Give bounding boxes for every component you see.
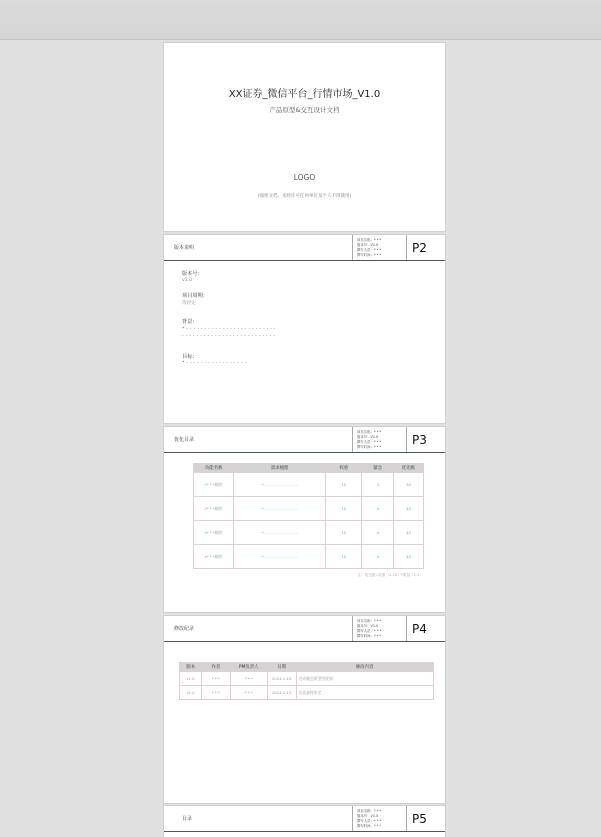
- table-cell: 2* * *模块: [194, 497, 234, 521]
- table-cell: * - - - - - - - - - - - - -: [233, 545, 326, 569]
- table-cell: 完成最终审定: [296, 686, 433, 700]
- goal-text-line: * - - - - - - - - - - - - - - - - -: [182, 361, 247, 366]
- meta-version: 版本号：V1.0: [357, 435, 379, 439]
- table-cell: * * *: [201, 672, 230, 686]
- table-cell: 2014.1.10: [267, 686, 296, 700]
- table-cell: v1.0: [180, 686, 202, 700]
- table-cell: * * *: [230, 672, 267, 686]
- table-cell: 10: [326, 545, 362, 569]
- cycle-label: 项目周期：: [182, 293, 208, 299]
- table-cell: 4: [362, 497, 394, 521]
- page-number: P5: [412, 812, 427, 826]
- page-header: [164, 616, 445, 642]
- column-header: 版本: [180, 663, 202, 672]
- page-header-title: 修改纪录: [174, 626, 195, 632]
- page-number: P3: [412, 433, 427, 447]
- table-cell: 40: [394, 497, 424, 521]
- table-cell: 4: [362, 521, 394, 545]
- priority-footnote: 注：优先级=权重（1-10）*紧急（1-5）: [357, 573, 423, 577]
- meta-date: 撰写时间：* * *: [357, 253, 382, 257]
- logo-placeholder: LOGO: [293, 173, 316, 182]
- page-header: [164, 806, 445, 832]
- table-cell: 2014.1.10: [267, 672, 296, 686]
- page-contents: [164, 806, 445, 837]
- table-cell: 40: [394, 545, 424, 569]
- table-cell: 10: [326, 497, 362, 521]
- optimization-table: [193, 463, 424, 569]
- page-header-meta: [352, 806, 407, 831]
- table-row: [180, 672, 434, 686]
- viewer-toolbar: [0, 0, 601, 40]
- table-cell: 完成概念原型图规划: [296, 672, 433, 686]
- table-cell: 4: [362, 545, 394, 569]
- table-cell: * * *: [201, 686, 230, 700]
- version-label: 版本号：: [182, 271, 203, 277]
- table-cell: * * *: [230, 686, 267, 700]
- column-header: PM负责人: [230, 663, 267, 672]
- version-value: v1.0: [182, 278, 193, 283]
- table-row: [180, 686, 434, 700]
- table-cell: * - - - - - - - - - - - - -: [233, 521, 326, 545]
- page-header: [164, 427, 445, 453]
- table-cell: * - - - - - - - - - - - - -: [233, 473, 326, 497]
- table-cell: 3: [362, 473, 394, 497]
- column-header: 需求梳理: [233, 464, 326, 473]
- meta-version: 版本号：V1.0: [357, 243, 379, 247]
- background-label: 背景：: [182, 319, 198, 325]
- meta-date: 撰写时间：* * *: [357, 445, 382, 449]
- meta-author: 撰写人员：* * *: [357, 248, 382, 252]
- page-number: P2: [412, 241, 427, 255]
- meta-project: 项目名称：* * *: [357, 238, 382, 242]
- column-header: 紧急: [362, 464, 394, 473]
- document-title: XX证券_微信平台_行情市场_V1.0: [228, 89, 381, 100]
- table-row: [194, 521, 424, 545]
- table-cell: * - - - - - - - - - - - - -: [233, 497, 326, 521]
- page-optimization-list: [164, 427, 445, 612]
- column-header: 权重: [326, 464, 362, 473]
- table-cell: v1.0: [180, 672, 202, 686]
- page-header-title: 优化目录: [174, 437, 195, 443]
- table-cell: 4* * *模块: [194, 545, 234, 569]
- page-header-meta: [352, 616, 407, 641]
- column-header: 功能名称: [194, 464, 234, 473]
- page-header: [164, 235, 445, 261]
- meta-date: 撰写时间：* * *: [357, 634, 382, 638]
- column-header: 作者: [201, 663, 230, 672]
- page-version-info: [164, 235, 445, 423]
- cycle-value: 待评定: [182, 301, 196, 306]
- column-header: 日期: [267, 663, 296, 672]
- page-header-title: 版本说明: [174, 245, 195, 251]
- table-cell: 30: [394, 473, 424, 497]
- page-header-meta: [352, 235, 407, 260]
- table-cell: 40: [394, 521, 424, 545]
- meta-project: 项目名称：* * *: [357, 619, 382, 623]
- meta-author: 撰写人员：* * *: [357, 440, 382, 444]
- meta-version: 版本号：V1.0: [357, 624, 379, 628]
- cover-page: [164, 43, 445, 231]
- meta-author: 撰写人员：* * *: [357, 819, 382, 823]
- page-change-log: [164, 616, 445, 803]
- table-header-row: [180, 663, 434, 672]
- table-cell: 1* * *模块: [194, 473, 234, 497]
- meta-project: 项目名称：* * *: [357, 809, 382, 813]
- change-log-table: [179, 662, 434, 700]
- meta-version: 版本号：V1.0: [357, 814, 379, 818]
- table-cell: 3* * *模块: [194, 521, 234, 545]
- background-text-line: - - - - - - - - - - - - - - - - - - - - - - - - - -: [182, 334, 276, 339]
- page-number: P4: [412, 622, 427, 636]
- table-row: [194, 473, 424, 497]
- page-header-meta: [352, 427, 407, 452]
- column-header: 修改内容: [296, 663, 433, 672]
- table-cell: 10: [326, 521, 362, 545]
- table-row: [194, 545, 424, 569]
- table-row: [194, 497, 424, 521]
- confidential-note: (保密文档，未经许可任何单位及个人不得使用): [257, 194, 352, 199]
- meta-date: 撰写时间：* * *: [357, 824, 382, 828]
- meta-author: 撰写人员：* * *: [357, 629, 382, 633]
- table-cell: 10: [326, 473, 362, 497]
- table-header-row: [194, 464, 424, 473]
- meta-project: 项目名称：* * *: [357, 430, 382, 434]
- document-subtitle: 产品原型&交互设计文档: [269, 106, 340, 114]
- background-text-line: * - - - - - - - - - - - - - - - - - - - - - - - - -: [182, 327, 276, 332]
- column-header: 优先级: [394, 464, 424, 473]
- goal-label: 目标：: [182, 354, 198, 360]
- page-header-title: 目录: [182, 816, 193, 822]
